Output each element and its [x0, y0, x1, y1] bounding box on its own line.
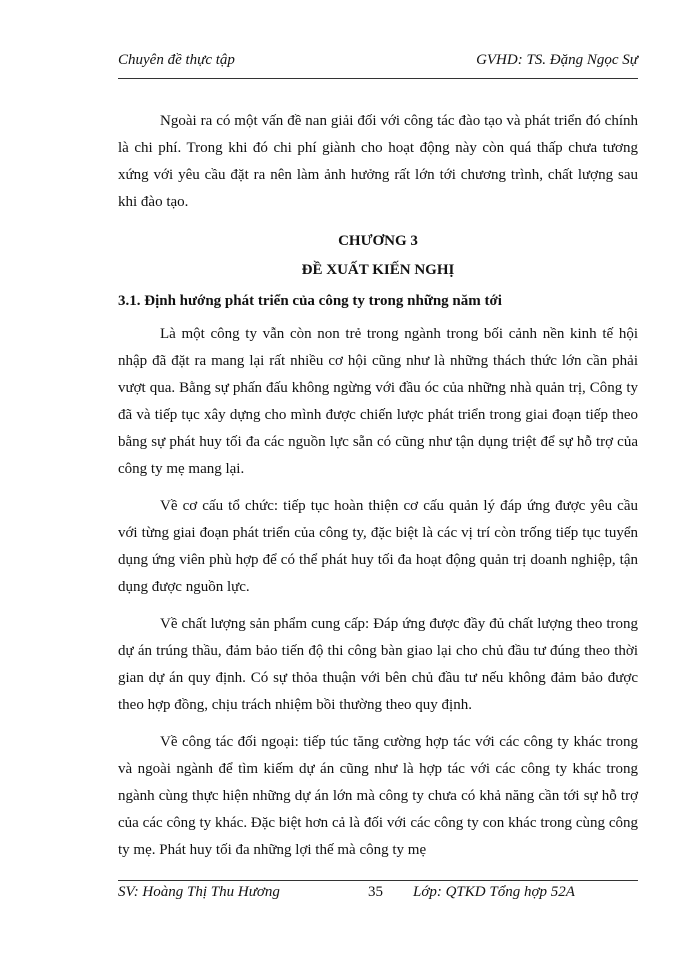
page-number: 35 [368, 884, 383, 900]
footer-class: Lớp: QTKD Tổng hợp 52A [413, 884, 575, 900]
document-body [118, 108, 638, 874]
body-paragraph: Về công tác đối ngoại: tiếp túc tăng cường hợp tác với các công ty khác trong và ngoài ngành để tìm kiếm dự án cũng như là hợp tác với các công ty khác trong ngành cùng thực hiện những dự án lớn mà công ty chưa có khả năng cần tới sự hỗ trợ của các công ty khác. Đặc biệt hơn cả là đối với các công ty con khác trong cùng công ty mẹ. Phát huy tối đa những lợi thế mà công ty mẹ [118, 734, 638, 858]
body-paragraph: Là một công ty vẫn còn non trẻ trong ngành trong bối cảnh nền kinh tế hội nhập đã đặt ra mang lại rất nhiều cơ hội cũng như là những thách thức lớn cần phải vượt qua. Bằng sự phấn đấu không ngừng với đầu óc của những nhà quản trị, Công ty đã và tiếp tục xây dựng cho mình được chiến lược phát triển trong giai đoạn tiếp theo bằng sự phát huy tối đa các nguồn lực sẵn có cũng như tận dụng triệt để sự hỗ trợ của công ty mẹ mang lại. [118, 326, 638, 477]
page-header [118, 52, 638, 72]
chapter-label: CHƯƠNG 3 [338, 233, 418, 249]
body-paragraph: Về cơ cấu tổ chức: tiếp tục hoàn thiện cơ cấu quản lý đáp ứng được yêu cầu với từng giai đoạn phát triển của công ty, đặc biệt là các vị trí còn trống tiếp tục tuyển dụng ứng viên phù hợp để có thể phát huy tối đa hoạt động quản trị doanh nghiệp, tận dụng được nguồn lực. [118, 498, 638, 595]
body-paragraph: Về chất lượng sản phẩm cung cấp: Đáp ứng được đầy đủ chất lượng theo trong dự án trúng thầu, đảm bảo tiến độ thi công bàn giao lại cho chủ đầu tư đúng theo thời gian dự án quy định. Có sự thỏa thuận với bên chủ đầu tư nếu không đảm bảo được theo hợp đồng, chịu trách nhiệm bồi thường theo quy định. [118, 616, 638, 713]
header-subject: Chuyên đề thực tập [118, 52, 235, 68]
intro-paragraph: Ngoài ra có một vấn đề nan giải đối với công tác đào tạo và phát triển đó chính là chi phí. Trong khi đó chi phí giành cho hoạt động này còn quá thấp chưa tương xứng với yêu cầu đặt ra nên làm ảnh hưởng rất lớn tới chương trình, chất lượng sau khi đào tạo. [118, 113, 638, 210]
footer-student: SV: Hoàng Thị Thu Hương [118, 884, 280, 900]
footer-divider [118, 880, 638, 881]
header-divider [118, 78, 638, 79]
section-heading: 3.1. Định hướng phát triển của công ty trong những năm tới [118, 293, 502, 309]
header-advisor: GVHD: TS. Đặng Ngọc Sự [476, 52, 638, 68]
chapter-title: ĐỀ XUẤT KIẾN NGHỊ [301, 262, 455, 278]
page-footer [118, 884, 638, 904]
